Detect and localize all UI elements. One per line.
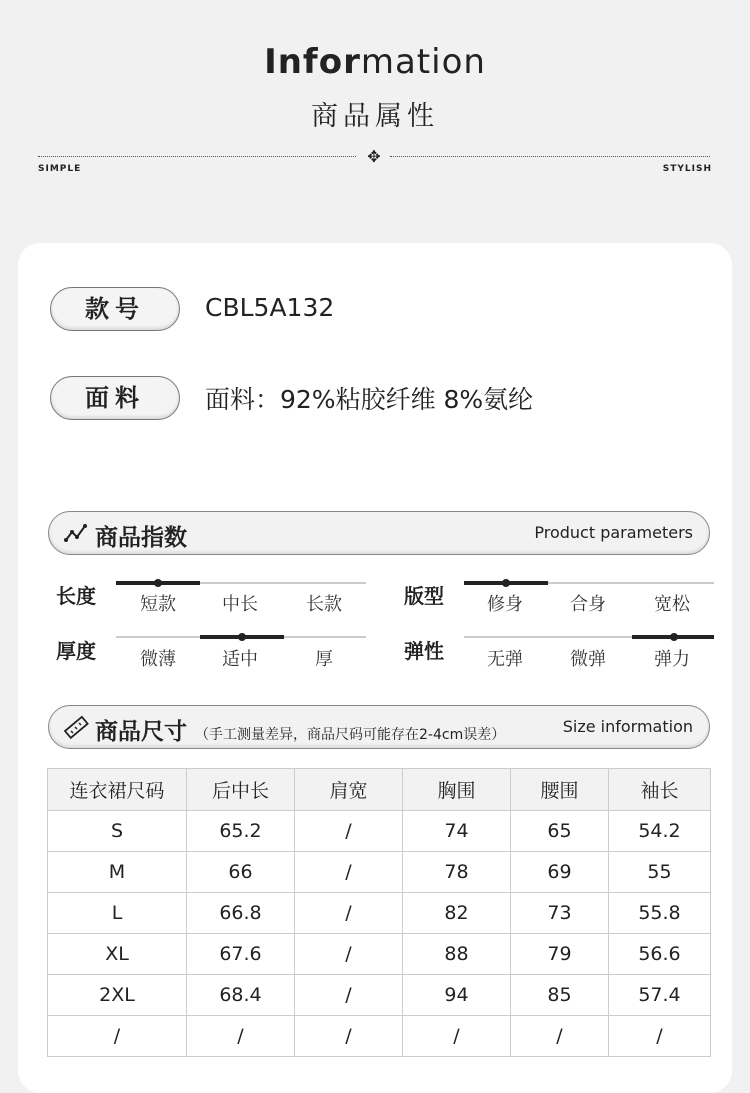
table-cell: /: [609, 1016, 711, 1057]
header-cell: 胸围: [403, 769, 511, 811]
elasticity-marker: [670, 633, 678, 641]
params-band: [48, 511, 710, 555]
size-note: （手工测量差异，商品尺码可能存在2-4cm误差）: [195, 727, 506, 743]
table-cell: /: [48, 1016, 187, 1057]
table-cell: /: [403, 1016, 511, 1057]
title-bold: Infor: [264, 42, 361, 82]
table-cell: 94: [403, 975, 511, 1016]
length-option: 长款: [306, 594, 342, 615]
fabric-value: 面料：92%粘胶纤维 8%氨纶: [205, 385, 534, 414]
fit-track: [464, 582, 714, 584]
header-cell: 腰围: [511, 769, 609, 811]
header-cell: 连衣裙尺码: [48, 769, 187, 811]
elasticity-option: 无弹: [487, 649, 523, 670]
table-cell: /: [295, 1016, 403, 1057]
table-cell: 69: [511, 852, 609, 893]
simple-tag: SIMPLE: [38, 164, 82, 174]
size-title: [95, 713, 505, 746]
table-cell: L: [48, 893, 187, 934]
table-cell: 88: [403, 934, 511, 975]
thickness-option: 适中: [222, 649, 258, 670]
header-cell: 后中长: [187, 769, 295, 811]
table-row: [48, 811, 711, 852]
trend-line-icon: [63, 520, 89, 546]
title-light: mation: [360, 42, 486, 82]
table-cell: 55: [609, 852, 711, 893]
table-row: [48, 1016, 711, 1057]
table-cell: 82: [403, 893, 511, 934]
fit-option: 宽松: [654, 594, 690, 615]
table-cell: 73: [511, 893, 609, 934]
length-option: 短款: [140, 594, 176, 615]
table-cell: 78: [403, 852, 511, 893]
table-cell: 55.8: [609, 893, 711, 934]
header-cell: 袖长: [609, 769, 711, 811]
thickness-track: [116, 636, 366, 638]
table-cell: /: [295, 975, 403, 1016]
table-cell: 68.4: [187, 975, 295, 1016]
header-cell: 肩宽: [295, 769, 403, 811]
elasticity-label: 弹性: [404, 639, 444, 663]
table-cell: 65: [511, 811, 609, 852]
table-cell: /: [511, 1016, 609, 1057]
elasticity-track: [464, 636, 714, 638]
table-row: [48, 975, 711, 1016]
table-row: [48, 934, 711, 975]
table-cell: 65.2: [187, 811, 295, 852]
thickness-label: 厚度: [56, 639, 96, 663]
table-cell: XL: [48, 934, 187, 975]
table-cell: 79: [511, 934, 609, 975]
table-cell: /: [295, 811, 403, 852]
table-cell: 54.2: [609, 811, 711, 852]
table-cell: /: [187, 1016, 295, 1057]
table-cell: 67.6: [187, 934, 295, 975]
length-label: 长度: [56, 584, 96, 608]
fit-option: 修身: [487, 594, 523, 615]
table-cell: /: [295, 852, 403, 893]
elasticity-option: 弹力: [654, 649, 690, 670]
size-table: [47, 768, 711, 1057]
style-number-value: CBL5A132: [205, 293, 335, 322]
thickness-option: 厚: [315, 649, 333, 670]
thickness-option: 微薄: [140, 649, 176, 670]
size-band: [48, 705, 710, 749]
params-en-title: Product parameters: [534, 523, 693, 542]
fit-label: 版型: [404, 584, 444, 608]
table-cell: 66: [187, 852, 295, 893]
length-marker: [154, 579, 162, 587]
stylish-tag: STYLISH: [662, 164, 712, 174]
table-row: [48, 852, 711, 893]
table-cell: M: [48, 852, 187, 893]
table-cell: 66.8: [187, 893, 295, 934]
divider-right: [390, 156, 710, 157]
cross-ornament-icon: ✥: [367, 147, 381, 166]
page-subtitle: 商品属性: [311, 101, 439, 132]
divider-left: [38, 156, 356, 157]
table-cell: S: [48, 811, 187, 852]
thickness-marker: [238, 633, 246, 641]
table-cell: 2XL: [48, 975, 187, 1016]
page-title: [0, 42, 750, 82]
table-cell: 74: [403, 811, 511, 852]
params-title: 商品指数: [95, 525, 187, 551]
table-cell: 85: [511, 975, 609, 1016]
table-cell: /: [295, 893, 403, 934]
fit-option: 合身: [570, 594, 606, 615]
fit-marker: [502, 579, 510, 587]
elasticity-option: 微弹: [570, 649, 606, 670]
table-cell: 56.6: [609, 934, 711, 975]
style-number-label: 款号: [50, 287, 180, 331]
fabric-label: 面料: [50, 376, 180, 420]
size-title-text: 商品尺寸: [95, 719, 187, 745]
ruler-icon: [63, 714, 89, 740]
size-table-header: [48, 769, 711, 811]
length-track: [116, 582, 366, 584]
length-option: 中长: [222, 594, 258, 615]
size-en-title: Size information: [562, 717, 693, 736]
table-cell: /: [295, 934, 403, 975]
table-cell: 57.4: [609, 975, 711, 1016]
table-row: [48, 893, 711, 934]
